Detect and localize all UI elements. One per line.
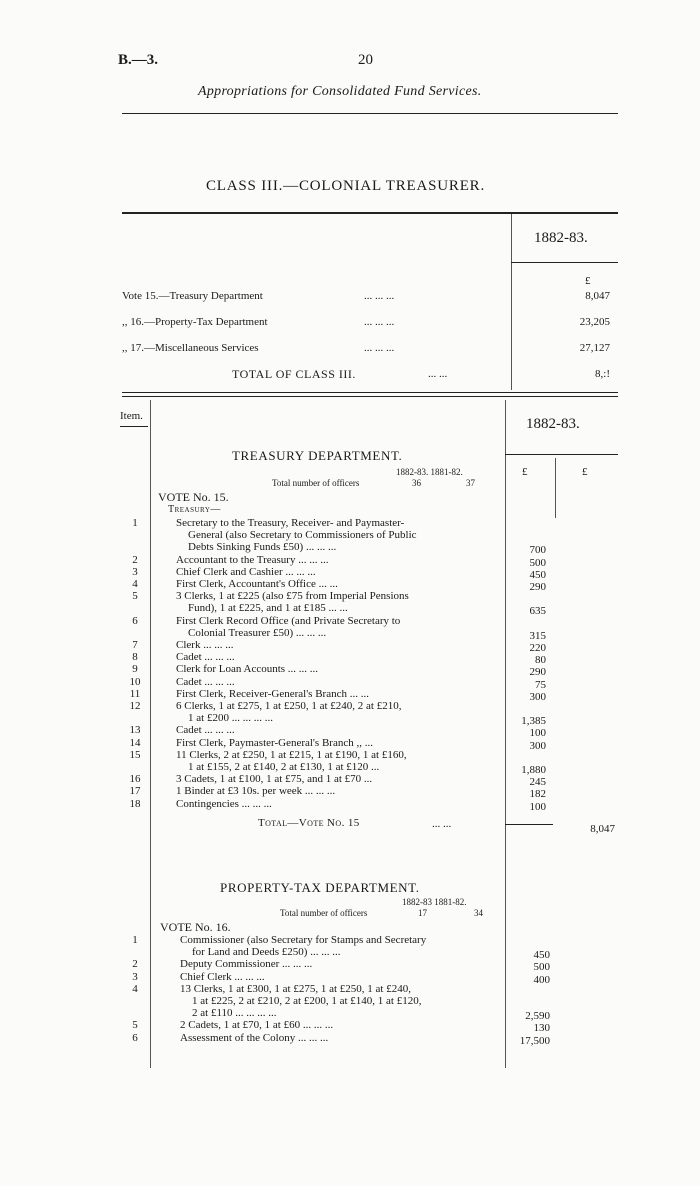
treasury-item-number: 8 [132,651,138,664]
summary-row-label: ,, 17.—Miscellaneous Services [122,342,259,354]
treasury-item-text: First Clerk, Receiver-General's Branch ... ... [176,687,369,700]
document-code: B.—3. [118,52,159,68]
property-item-number: 1 [132,934,138,946]
property-item-number: 3 [132,970,138,983]
treasury-item-text: First Clerk, Paymaster-General's Branch ,, ... [176,736,373,749]
summary-column-divider [511,214,512,390]
property-item-text: 2 Cadets, 1 at £70, 1 at £60 ... ... ... [180,1019,334,1032]
treasury-item-amount: 100 [529,800,546,813]
treasury-item-text: 1 at £155, 2 at £140, 2 at £130, 1 at £120 ... [188,761,380,773]
treasury-item-amount: 75 [535,678,546,691]
item-column-header: Item. [120,410,143,422]
treasury-item-number: 14 [129,736,141,749]
page-number: 20 [358,52,373,68]
class-title: CLASS III.—COLONIAL TREASURER. [206,178,486,194]
property-item-text: Assessment of the Colony ... ... ... [180,1031,329,1044]
property-item-amount: 130 [533,1022,550,1035]
property-years: 1882-83 1881-82. [402,897,467,907]
property-item-amount: 450 [533,949,550,962]
property-title: PROPERTY-TAX DEPARTMENT. [220,880,420,895]
item-header-rule [120,426,148,427]
running-title: Appropriations for Consolidated Fund Services. [198,84,482,99]
property-item-amount: 500 [533,961,550,974]
treasury-item-number: 6 [132,614,138,627]
property-item-text: 1 at £225, 2 at £210, 2 at £200, 1 at £140, 1 at £120, [192,995,422,1007]
detail-header-rule [505,454,618,455]
summary-bottom-rule [122,392,618,393]
property-item-amount: 2,590 [525,1010,550,1023]
treasury-item-number: 2 [132,553,138,566]
property-item-amount: 400 [533,973,550,986]
treasury-officers-1882: 36 [412,478,421,488]
treasury-item-text: Contingencies ... ... ... [176,797,272,810]
treasury-item-text: 3 Clerks, 1 at £225 (also £75 from Imperial Pensions [176,590,409,603]
summary-total-dots: ... ... [428,368,448,380]
summary-row-amount: 27,127 [579,342,610,354]
treasury-item-number: 17 [129,785,141,798]
treasury-officers-1881: 37 [466,478,475,488]
treasury-item-amount: 300 [529,739,546,752]
item-column-divider [150,400,151,1068]
treasury-item-amount: 245 [529,776,546,789]
treasury-officers-label: Total number of officers [272,478,360,488]
summary-header-rule [511,262,618,263]
property-item-text: Commissioner (also Secretary for Stamps and Secretary [180,934,427,946]
property-officers-label: Total number of officers [280,908,368,918]
treasury-item-number: 10 [129,675,141,688]
treasury-item-text: 3 Cadets, 1 at £100, 1 at £75, and 1 at £70 ... [176,773,373,786]
treasury-item-number: 7 [132,639,138,651]
treasury-item-amount: 290 [529,666,546,679]
treasury-item-text: First Clerk Record Office (and Private Secretary to [176,614,401,627]
treasury-title: TREASURY DEPARTMENT. [232,448,403,463]
summary-total-label: TOTAL OF CLASS III. [232,367,356,381]
treasury-item-text: Secretary to the Treasury, Receiver- and Paymaster- [176,517,405,529]
treasury-item-number: 4 [132,578,138,590]
treasury-item-number: 9 [132,663,138,676]
property-officers-1882: 17 [418,908,427,918]
summary-total-amount: 8,:! [595,368,610,380]
summary-currency: £ [585,275,591,287]
treasury-item-amount: 315 [529,629,546,642]
treasury-item-amount: 100 [529,727,546,740]
treasury-total-dots: ... ... [432,818,452,830]
property-officers-1881: 34 [474,908,483,918]
treasury-years: 1882-83. 1881-82. [396,467,463,477]
summary-row-amount: 8,047 [585,290,610,302]
treasury-total-amount: 8,047 [590,823,615,835]
treasury-item-text: Debts Sinking Funds £50) ... ... ... [188,541,337,554]
treasury-subtotal-rule [505,824,553,825]
property-item-number: 4 [132,982,138,995]
treasury-item-number: 16 [129,773,141,786]
amount-subcolumn-divider [555,458,556,518]
treasury-item-number: 11 [129,687,141,700]
treasury-item-text: 1 at £200 ... ... ... ... [188,712,273,725]
treasury-item-text: Fund), 1 at £225, and 1 at £185 ... ... [188,602,348,615]
property-item-number: 6 [132,1031,138,1044]
property-vote-heading: VOTE No. 16. [160,920,231,934]
detail-currency-2: £ [582,466,588,478]
treasury-item-number: 1 [132,517,138,529]
property-item-number: 5 [132,1019,138,1032]
treasury-item-amount: 700 [529,544,546,557]
summary-row-label: Vote 15.—Treasury Department [122,290,263,302]
treasury-item-text: Clerk for Loan Accounts ... ... ... [176,663,319,676]
summary-row-amount: 23,205 [579,316,610,328]
treasury-item-text: Accountant to the Treasury ... ... ... [176,553,329,566]
treasury-item-number: 15 [129,748,141,761]
treasury-item-amount: 220 [529,642,546,654]
treasury-item-text: Chief Clerk and Cashier ... ... ... [176,565,316,578]
treasury-item-number: 12 [129,700,141,712]
summary-top-rule [122,212,618,214]
summary-row-dots: ... ... ... [364,316,395,328]
property-item-text: 13 Clerks, 1 at £300, 1 at £275, 1 at £250, 1 at £240, [180,982,411,995]
summary-row-label: ,, 16.—Property-Tax Department [122,316,268,328]
property-item-text: for Land and Deeds £250) ... ... ... [192,946,341,959]
treasury-item-text: First Clerk, Accountant's Office ... ... [176,578,338,590]
treasury-item-amount: 635 [529,605,546,618]
treasury-item-amount: 450 [529,568,546,581]
property-item-amount: 17,500 [519,1034,550,1047]
treasury-item-text: Cadet ... ... ... [176,651,235,664]
treasury-item-number: 3 [132,565,138,578]
treasury-item-amount: 80 [535,654,546,667]
summary-row-dots: ... ... ... [364,290,395,302]
treasury-item-text: Colonial Treasurer £50) ... ... ... [188,626,327,639]
treasury-item-amount: 182 [529,788,546,801]
treasury-item-text: 1 Binder at £3 10s. per week ... ... ... [176,785,336,798]
summary-bottom-rule-2 [122,396,618,397]
summary-row-dots: ... ... ... [364,342,395,354]
treasury-item-amount: 1,385 [521,715,546,728]
treasury-subheading: Treasury— [168,504,221,515]
treasury-item-number: 5 [132,590,138,603]
property-item-text: Deputy Commissioner ... ... ... [180,958,313,971]
property-item-text: Chief Clerk ... ... ... [180,970,265,983]
treasury-item-text: Clerk ... ... ... [176,639,234,651]
header-rule [122,113,618,114]
property-item-number: 2 [132,958,138,971]
detail-currency-1: £ [522,466,528,478]
treasury-item-amount: 500 [529,556,546,569]
treasury-total-label: Total—Vote No. 15 [258,817,360,829]
treasury-item-amount: 300 [529,690,546,703]
summary-year-header: 1882-83. [534,230,588,246]
treasury-item-text: 11 Clerks, 2 at £250, 1 at £215, 1 at £190, 1 at £160, [176,748,407,761]
treasury-item-text: 6 Clerks, 1 at £275, 1 at £250, 1 at £240, 2 at £210, [176,700,402,712]
treasury-item-number: 18 [129,797,141,810]
treasury-item-text: Cadet ... ... ... [176,724,235,737]
detail-year-header: 1882-83. [526,416,580,432]
treasury-item-amount: 290 [529,581,546,593]
treasury-item-amount: 1,880 [521,764,546,776]
treasury-item-number: 13 [129,724,141,737]
treasury-item-text: Cadet ... ... ... [176,675,235,688]
property-item-text: 2 at £110 ... ... ... ... [192,1007,277,1020]
treasury-item-text: General (also Secretary to Commissioners of Public [188,529,417,542]
treasury-vote-heading: VOTE No. 15. [158,490,229,504]
